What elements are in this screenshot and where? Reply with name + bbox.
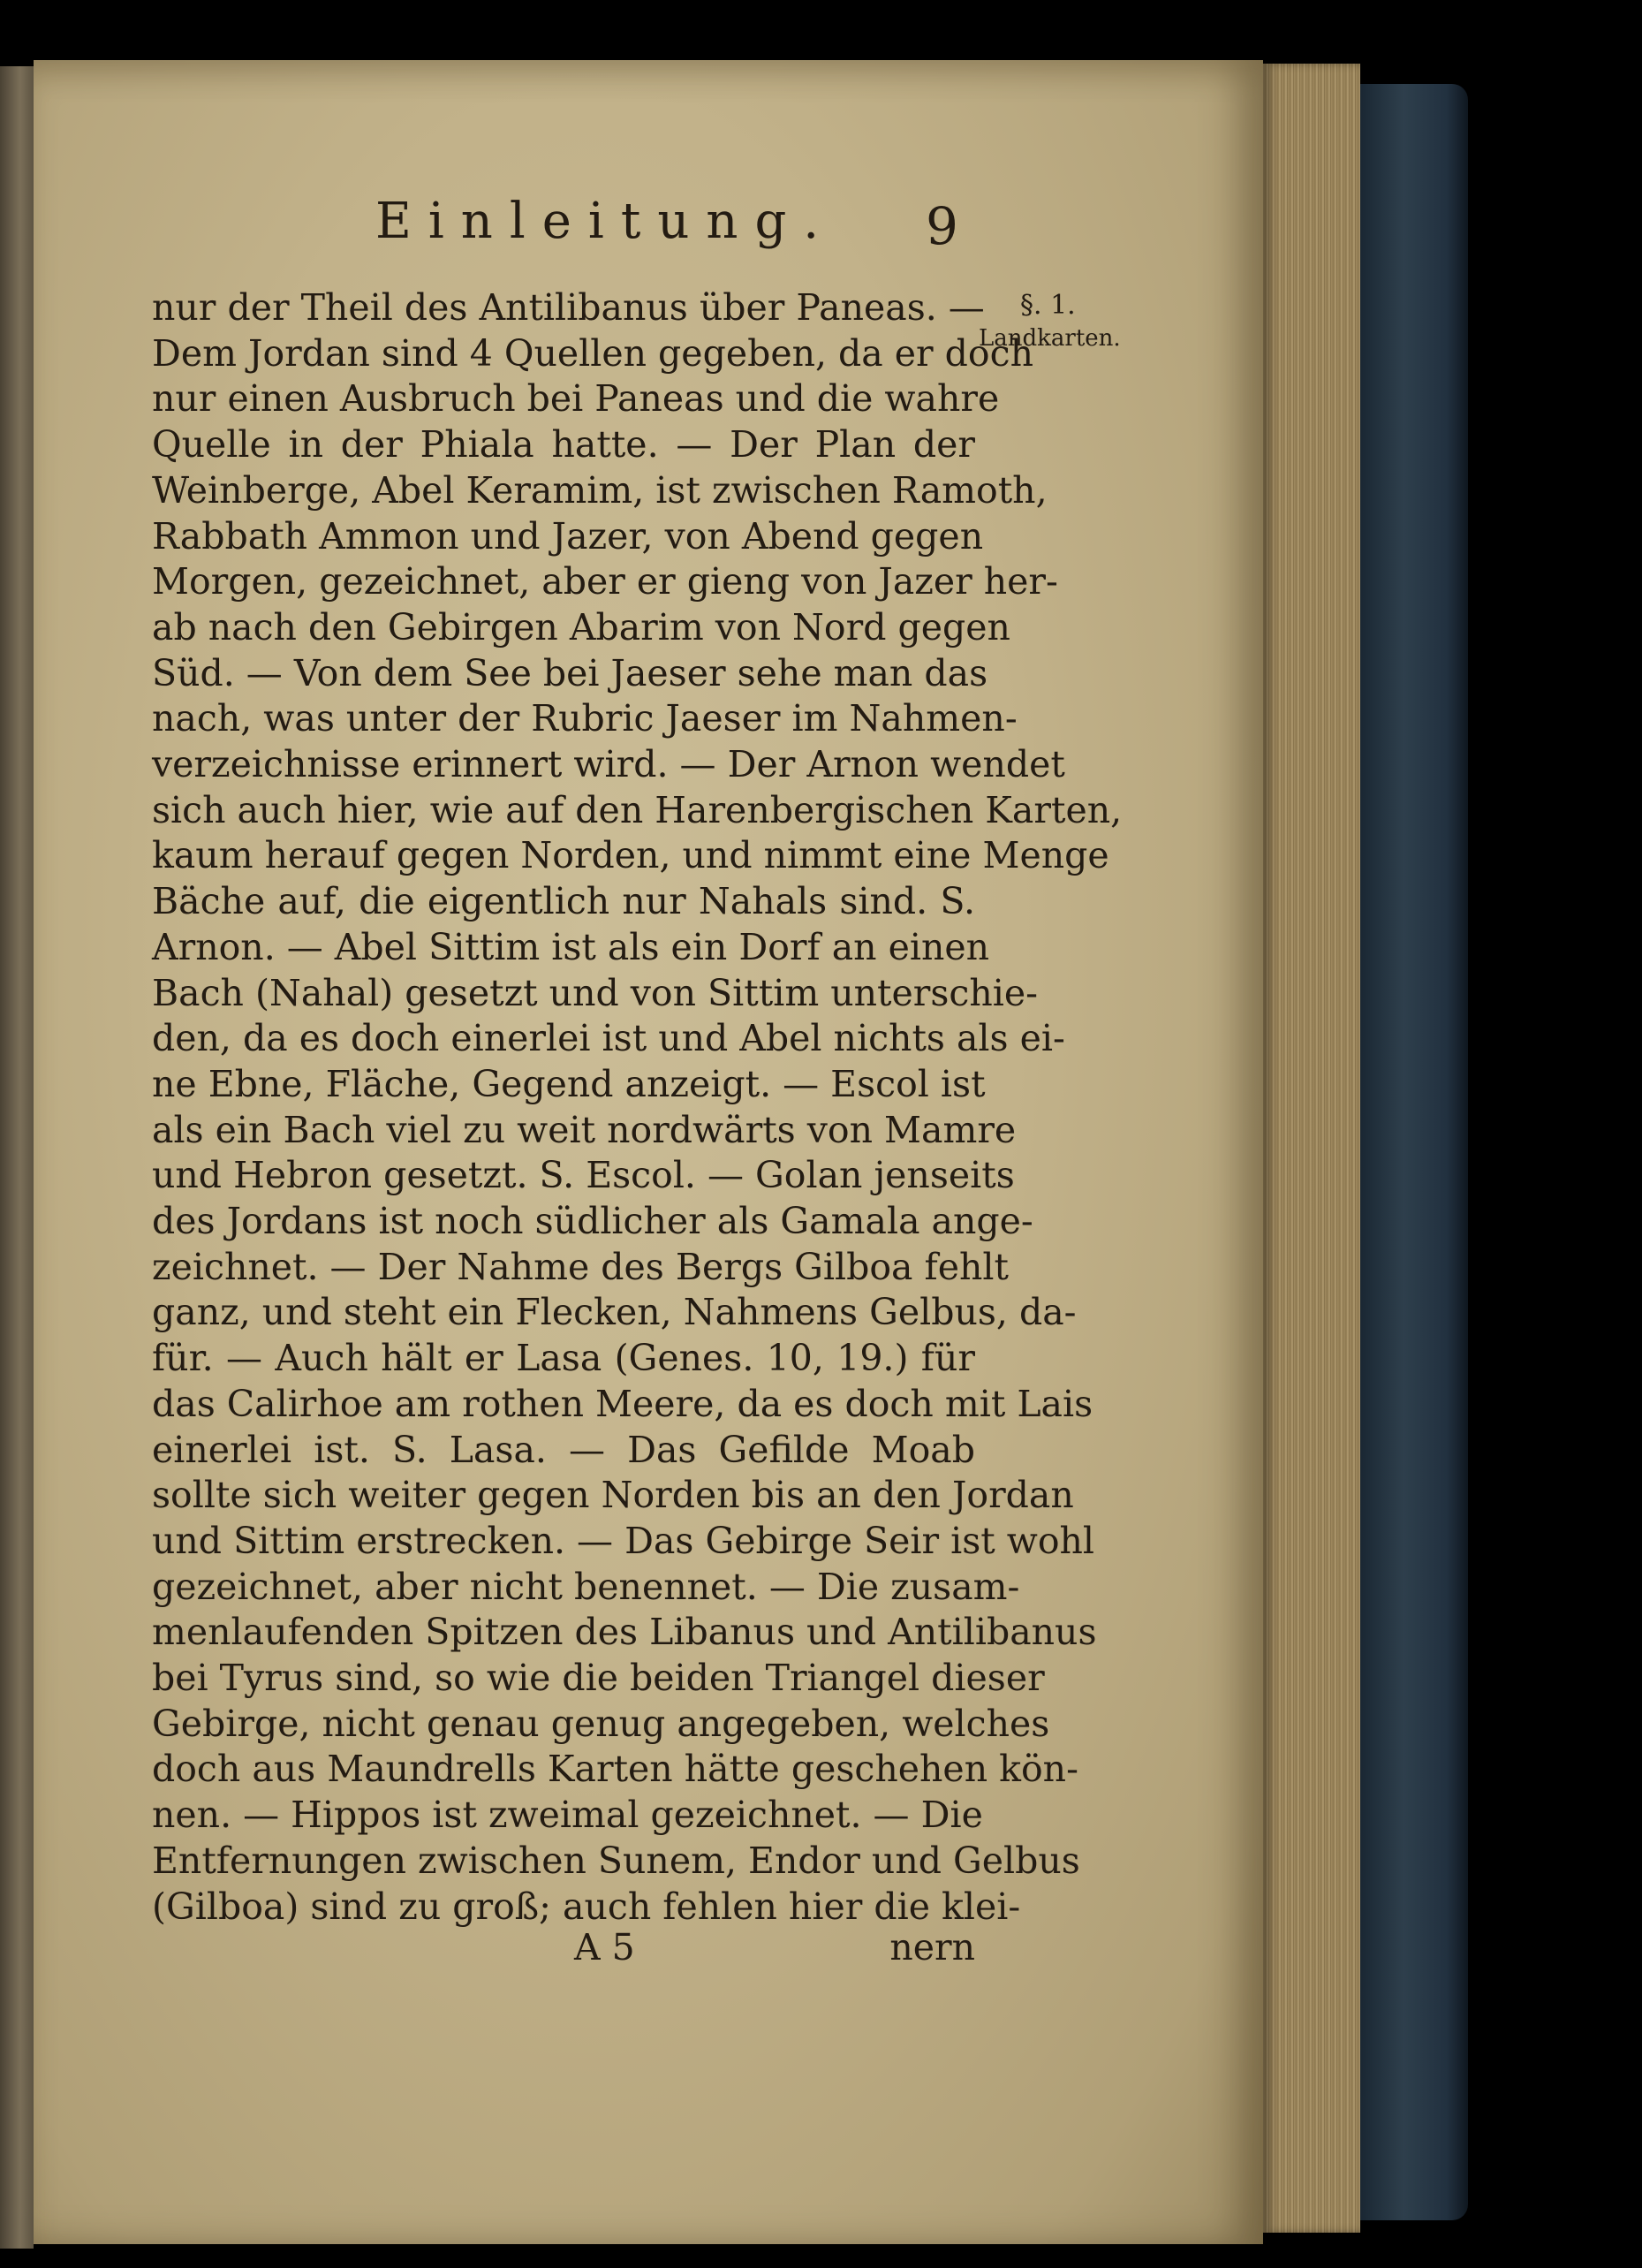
page-footer bbox=[152, 1926, 975, 1972]
text-line: gezeichnet, aber nicht benennet. — Die zusam- bbox=[152, 1565, 1020, 1608]
running-head: Einleitung. bbox=[375, 193, 836, 250]
text-line: nur der Theil des Antilibanus über Paneas. — bbox=[152, 286, 985, 329]
page-number: 9 bbox=[926, 196, 958, 256]
text-line: Entfernungen zwischen Sunem, Endor und Gelbus bbox=[152, 1839, 1080, 1882]
text-line: einerlei ist. S. Lasa. — Das Gefilde Moab bbox=[152, 1428, 975, 1471]
text-line: kaum herauf gegen Norden, und nimmt eine Menge bbox=[152, 834, 1109, 877]
text-line: nur einen Ausbruch bei Paneas und die wahre bbox=[152, 377, 1000, 421]
text-line: Rabbath Ammon und Jazer, von Abend gegen bbox=[152, 514, 984, 558]
margin-section-mark: §. 1. bbox=[1020, 290, 1076, 321]
catchword: nern bbox=[889, 1926, 975, 1968]
text-line: menlaufenden Spitzen des Libanus und Antilibanus bbox=[152, 1611, 1097, 1654]
text-line: Süd. — Von dem See bei Jaeser sehe man das bbox=[152, 651, 988, 694]
text-line: und Hebron gesetzt. S. Escol. — Golan jenseits bbox=[152, 1154, 1015, 1197]
margin-topic: Landkarten. bbox=[979, 325, 1121, 352]
text-line: Quelle in der Phiala hatte. — Der Plan der bbox=[152, 423, 975, 466]
text-line: Bach (Nahal) gesetzt und von Sittim unterschie- bbox=[152, 971, 1039, 1014]
text-line: Morgen, gezeichnet, aber er gieng von Jazer her- bbox=[152, 560, 1058, 603]
text-line: (Gilboa) sind zu groß; auch fehlen hier die klei- bbox=[152, 1885, 1021, 1928]
text-line: nach, was unter der Rubric Jaeser im Nahmen- bbox=[152, 697, 1018, 740]
text-line: nen. — Hippos ist zweimal gezeichnet. — Die bbox=[152, 1794, 983, 1837]
text-line: und Sittim erstrecken. — Das Gebirge Seir ist wohl bbox=[152, 1519, 1095, 1562]
text-line: das Calirhoe am rothen Meere, da es doch mit Lais bbox=[152, 1382, 1093, 1425]
text-line: Gebirge, nicht genau genug angegeben, welches bbox=[152, 1702, 1050, 1745]
text-line: ne Ebne, Fläche, Gegend anzeigt. — Escol ist bbox=[152, 1062, 986, 1105]
text-line: sollte sich weiter gegen Norden bis an den Jordan bbox=[152, 1474, 1074, 1517]
text-line: Dem Jordan sind 4 Quellen gegeben, da er doch bbox=[152, 331, 1033, 375]
text-line: als ein Bach viel zu weit nordwärts von Mamre bbox=[152, 1108, 1017, 1151]
text-line: verzeichnisse erinnert wird. — Der Arnon wendet bbox=[152, 743, 1065, 785]
text-line: Arnon. — Abel Sittim ist als ein Dorf an einen bbox=[152, 925, 990, 968]
text-line: des Jordans ist noch südlicher als Gamala ange- bbox=[152, 1200, 1033, 1242]
text-line: ab nach den Gebirgen Abarim von Nord gegen bbox=[152, 605, 1010, 649]
text-line: sich auch hier, wie auf den Harenbergischen Karten, bbox=[152, 788, 1123, 831]
text-line: zeichnet. — Der Nahme des Bergs Gilboa fehlt bbox=[152, 1245, 1009, 1288]
text-line: den, da es doch einerlei ist und Abel nichts als ei- bbox=[152, 1017, 1065, 1060]
text-line: für. — Auch hält er Lasa (Genes. 10, 19.) für bbox=[152, 1337, 975, 1380]
text-line: Weinberge, Abel Keramim, ist zwischen Ramoth, bbox=[152, 468, 1048, 512]
text-line: doch aus Maundrells Karten hätte geschehen kön- bbox=[152, 1748, 1078, 1791]
text-line: ganz, und steht ein Flecken, Nahmens Gelbus, da- bbox=[152, 1291, 1077, 1334]
text-line: bei Tyrus sind, so wie die beiden Triangel dieser bbox=[152, 1657, 1045, 1699]
text-line: Bäche auf, die eigentlich nur Nahals sind. S. bbox=[152, 880, 975, 923]
signature-mark: A 5 bbox=[574, 1926, 635, 1968]
